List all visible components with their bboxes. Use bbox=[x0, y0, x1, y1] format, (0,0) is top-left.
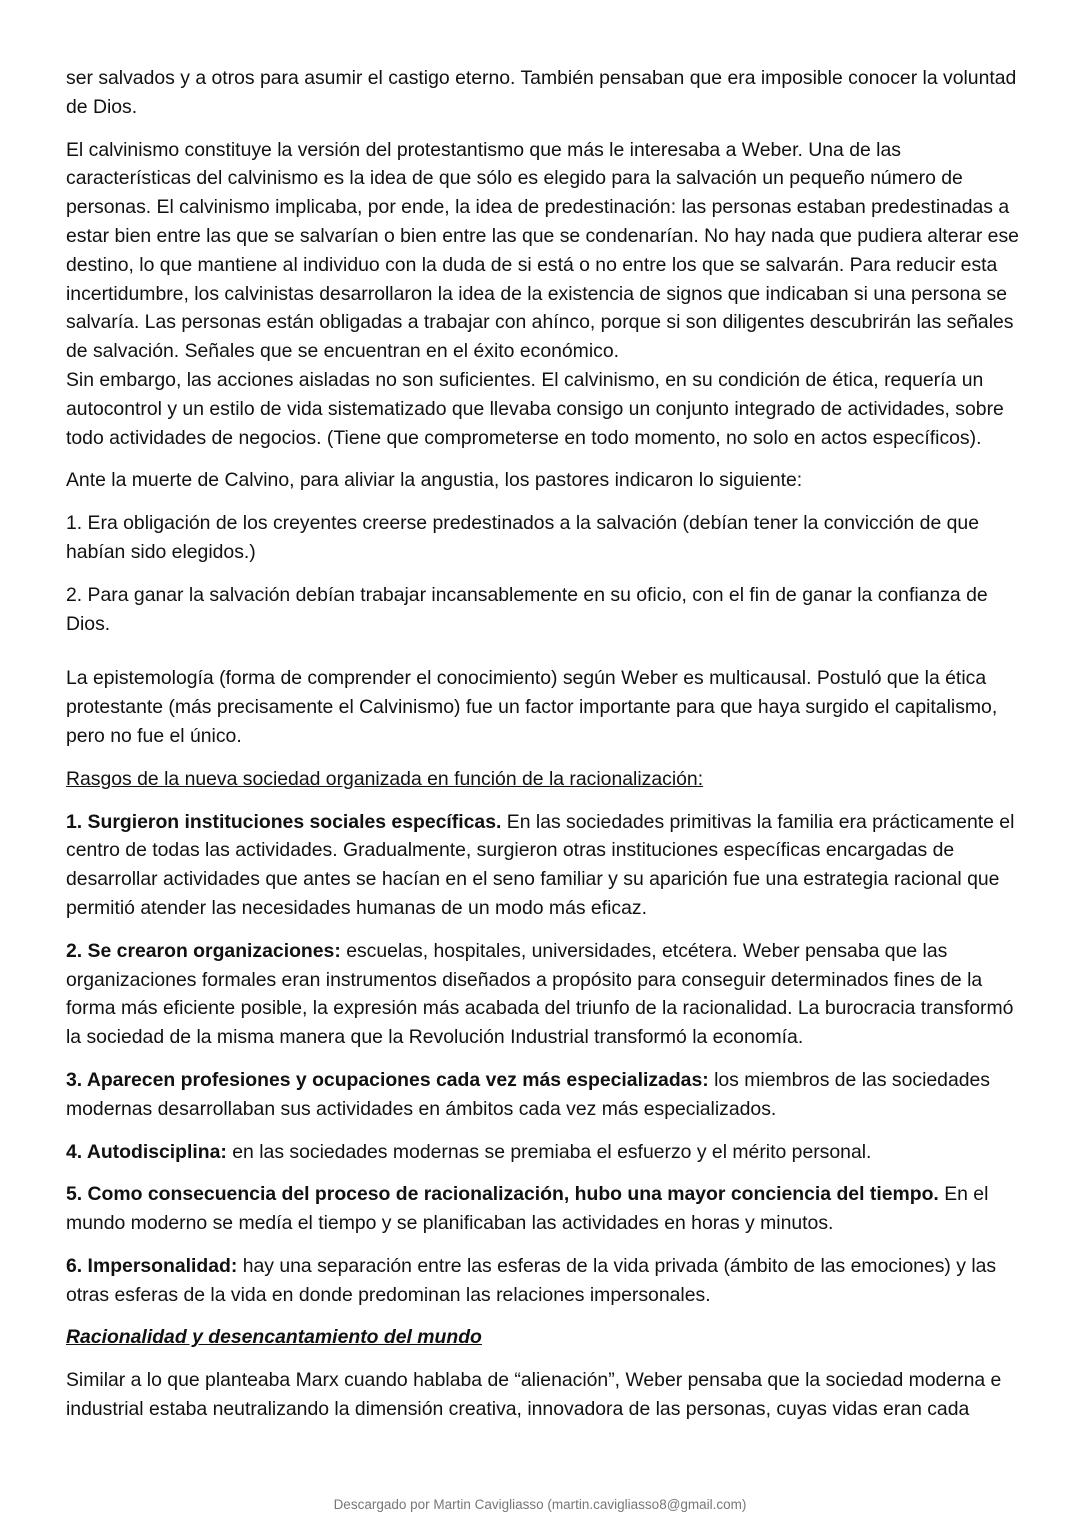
trait-6 bbox=[66, 1252, 1021, 1310]
paragraph-calvinism: El calvinismo constituye la versión del protestantismo que más le interesaba a Weber. Una de las características del calvinismo es la idea de que sólo es elegido para la salvación un pequeño número de personas. El calvinismo implicaba, por ende, la idea de predestinación: las personas estaban predestinadas a estar bien entre las que se salvarían o bien entre las que se condenarían. No hay nada que pudiera alterar ese destino, lo que mantiene al individuo con la duda de si está o no entre los que se salvarán. Para reducir esta incertidumbre, los calvinistas desarrollaron la idea de la existencia de signos que indicaban si una persona se salvaría. Las personas están obligadas a trabajar con ahínco, porque si son diligentes descubrirán las señales de salvación. Señales que se encuentran en el éxito económico. bbox=[66, 138, 1019, 363]
trait-2-title: 2. Se crearon organizaciones: bbox=[66, 939, 341, 962]
trait-2 bbox=[66, 937, 1021, 1052]
trait-1-title: 1. Surgieron instituciones sociales específicas. bbox=[66, 810, 502, 833]
trait-6-text: hay una separación entre las esferas de la vida privada (ámbito de las emociones) y las otras esferas de la vida en donde predominan las relaciones impersonales. bbox=[66, 1254, 997, 1306]
download-footer: Descargado por Martin Cavigliasso (martin.cavigliasso8@gmail.com) bbox=[333, 1497, 747, 1512]
heading-racionalidad: Racionalidad y desencantamiento del mundo bbox=[66, 1326, 482, 1349]
trait-1 bbox=[66, 808, 1021, 923]
trait-6-title: 6. Impersonalidad: bbox=[66, 1254, 238, 1277]
trait-5-text: En el mundo moderno se medía el tiempo y se planificaban las actividades en horas y minutos. bbox=[66, 1183, 989, 1235]
trait-5-title: 5. Como consecuencia del proceso de racionalización, hubo una mayor conciencia del tiempo. bbox=[66, 1183, 939, 1206]
trait-4-title: 4. Autodisciplina: bbox=[66, 1140, 227, 1163]
trait-1-text: En las sociedades primitivas la familia era prácticamente el centro de todas las actividades. Gradualmente, surgieron otras instituciones específicas encargadas de desarrollar actividades que antes se hacían en el seno familiar y su aparición fue una estrategia racional que permitió atender las necesidades humanas de un modo más eficaz. bbox=[66, 810, 1015, 919]
paragraph-epistemology: La epistemología (forma de comprender el conocimiento) según Weber es multicausal. Postuló que la ética protestante (más precisamente el Calvinismo) fue un factor importante para que haya surgido el capitalismo, pero no fue el único. bbox=[66, 667, 998, 747]
trait-3 bbox=[66, 1066, 1021, 1124]
trait-2-text: escuelas, hospitales, universidades, etcétera. Weber pensaba que las organizaciones formales eran instrumentos diseñados a propósito para conseguir determinados fines de la forma más eficiente posible, la expresión más acabada del triunfo de la racionalidad. La burocracia transformó la sociedad de la misma manera que la Revolución Industrial transformó la economía. bbox=[66, 939, 1014, 1049]
paragraph-point-2: 2. Para ganar la salvación debían trabajar incansablemente en su oficio, con el fin de ganar la confianza de Dios. bbox=[66, 583, 988, 635]
paragraph-predestination-intro: ser salvados y a otros para asumir el castigo eterno. También pensaban que era imposible conocer la voluntad de Dios. bbox=[66, 67, 1017, 118]
trait-3-title: 3. Aparecen profesiones y ocupaciones cada vez más especializadas: bbox=[66, 1068, 709, 1091]
heading-rasgos: Rasgos de la nueva sociedad organizada en función de la racionalización: bbox=[66, 767, 704, 790]
trait-3-text: los miembros de las sociedades modernas desarrollaban sus actividades en ámbitos cada vez más especializados. bbox=[66, 1068, 990, 1120]
document-body bbox=[66, 64, 1021, 1438]
paragraph-calvin-death: Ante la muerte de Calvino, para aliviar la angustia, los pastores indicaron lo siguiente: bbox=[66, 469, 803, 492]
trait-5 bbox=[66, 1180, 1021, 1238]
paragraph-calvinism-ethics: Sin embargo, las acciones aisladas no son suficientes. El calvinismo, en su condición de ética, requería un autocontrol y un estilo de vida sistematizado que llevaba consigo un conjunto integrado de actividades, sobre todo actividades de negocios. (Tiene que comprometerse en todo momento, no solo en actos específicos). bbox=[66, 368, 1004, 449]
paragraph-point-1: 1. Era obligación de los creyentes creerse predestinados a la salvación (debían tener la convicción de que habían sido elegidos.) bbox=[66, 512, 979, 563]
paragraph-alienation: Similar a lo que planteaba Marx cuando hablaba de “alienación”, Weber pensaba que la sociedad moderna e industrial estaba neutralizando la dimensión creativa, innovadora de las personas, cuyas vidas eran cada bbox=[66, 1369, 1002, 1421]
trait-4 bbox=[66, 1138, 1021, 1167]
trait-4-text: en las sociedades modernas se premiaba el esfuerzo y el mérito personal. bbox=[226, 1140, 872, 1163]
